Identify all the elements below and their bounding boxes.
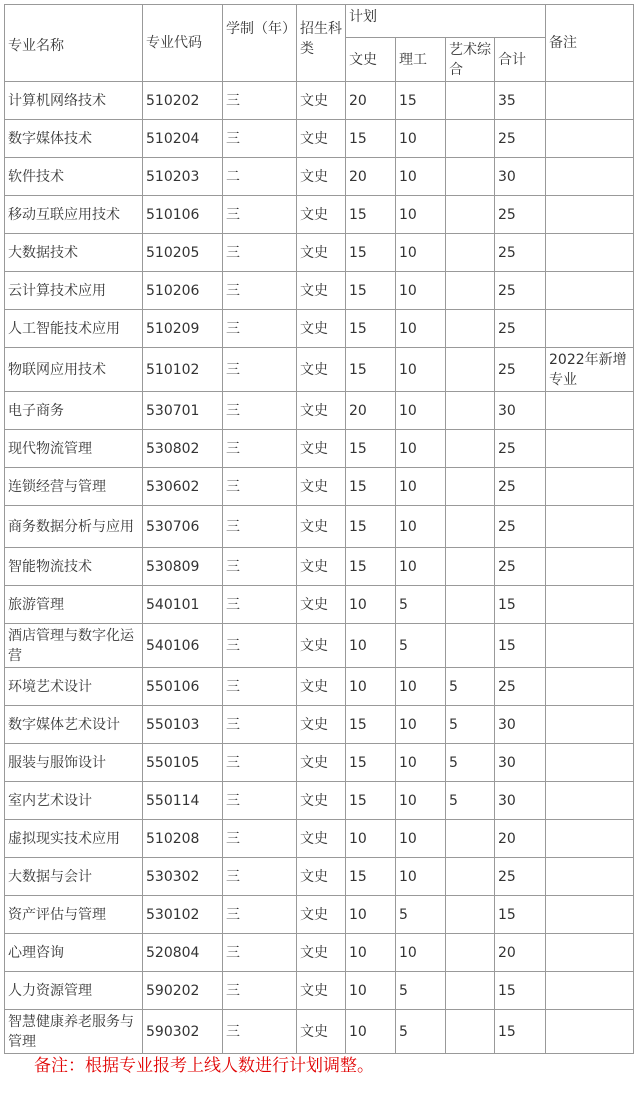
remarks-cell (546, 468, 634, 506)
remarks-cell (546, 668, 634, 706)
total-quota-cell: 25 (495, 858, 546, 896)
art-quota-cell: 5 (446, 668, 495, 706)
science-quota-cell: 10 (396, 934, 446, 972)
remarks-cell: 2022年新增专业 (546, 348, 634, 392)
arts-quota-cell: 15 (346, 706, 396, 744)
remarks-cell (546, 158, 634, 196)
category-cell: 文史 (297, 858, 346, 896)
art-quota-cell (446, 506, 495, 548)
science-quota-cell: 5 (396, 1010, 446, 1054)
major-name-cell: 数字媒体技术 (5, 120, 143, 158)
arts-quota-cell: 10 (346, 586, 396, 624)
major-name-cell: 软件技术 (5, 158, 143, 196)
total-quota-cell: 25 (495, 234, 546, 272)
science-quota-cell: 10 (396, 234, 446, 272)
major-code-cell: 530102 (143, 896, 223, 934)
total-quota-cell: 15 (495, 972, 546, 1010)
major-name-cell: 连锁经营与管理 (5, 468, 143, 506)
category-cell: 文史 (297, 706, 346, 744)
duration-cell: 三 (223, 896, 297, 934)
art-quota-cell (446, 158, 495, 196)
major-code-cell: 530802 (143, 430, 223, 468)
category-cell: 文史 (297, 586, 346, 624)
art-quota-cell (446, 624, 495, 668)
arts-quota-cell: 15 (346, 744, 396, 782)
table-row (5, 120, 634, 158)
remarks-cell (546, 1010, 634, 1054)
duration-cell: 三 (223, 506, 297, 548)
art-quota-cell (446, 1010, 495, 1054)
footnote: 备注：根据专业报考上线人数进行计划调整。 (34, 1056, 374, 1076)
major-name-cell: 现代物流管理 (5, 430, 143, 468)
arts-quota-cell: 10 (346, 934, 396, 972)
science-quota-cell: 10 (396, 348, 446, 392)
arts-quota-cell: 10 (346, 1010, 396, 1054)
arts-quota-cell: 10 (346, 820, 396, 858)
art-quota-cell (446, 348, 495, 392)
total-quota-cell: 25 (495, 348, 546, 392)
duration-cell: 三 (223, 348, 297, 392)
category-cell: 文史 (297, 272, 346, 310)
total-quota-cell: 15 (495, 624, 546, 668)
header-arts: 文史 (346, 38, 396, 82)
total-quota-cell: 30 (495, 706, 546, 744)
arts-quota-cell: 10 (346, 624, 396, 668)
major-code-cell: 510106 (143, 196, 223, 234)
duration-cell: 三 (223, 196, 297, 234)
duration-cell: 三 (223, 392, 297, 430)
art-quota-cell: 5 (446, 706, 495, 744)
remarks-cell (546, 120, 634, 158)
table-row (5, 430, 634, 468)
category-cell: 文史 (297, 430, 346, 468)
major-name-cell: 数字媒体艺术设计 (5, 706, 143, 744)
header-duration: 学制（年） (223, 5, 297, 82)
major-name-cell: 环境艺术设计 (5, 668, 143, 706)
duration-cell: 三 (223, 668, 297, 706)
major-code-cell: 550114 (143, 782, 223, 820)
duration-cell: 三 (223, 820, 297, 858)
remarks-cell (546, 310, 634, 348)
art-quota-cell (446, 820, 495, 858)
major-name-cell: 商务数据分析与应用 (5, 506, 143, 548)
header-category: 招生科类 (297, 5, 346, 82)
arts-quota-cell: 15 (346, 468, 396, 506)
science-quota-cell: 10 (396, 120, 446, 158)
table-row (5, 972, 634, 1010)
table-row (5, 896, 634, 934)
category-cell: 文史 (297, 624, 346, 668)
remarks-cell (546, 858, 634, 896)
category-cell: 文史 (297, 744, 346, 782)
table-row (5, 744, 634, 782)
arts-quota-cell: 15 (346, 272, 396, 310)
table-row (5, 586, 634, 624)
total-quota-cell: 25 (495, 548, 546, 586)
remarks-cell (546, 972, 634, 1010)
category-cell: 文史 (297, 392, 346, 430)
remarks-cell (546, 392, 634, 430)
remarks-cell (546, 934, 634, 972)
remarks-cell (546, 430, 634, 468)
total-quota-cell: 30 (495, 782, 546, 820)
remarks-cell (546, 234, 634, 272)
science-quota-cell: 10 (396, 820, 446, 858)
major-code-cell: 540106 (143, 624, 223, 668)
duration-cell: 三 (223, 548, 297, 586)
science-quota-cell: 5 (396, 896, 446, 934)
major-name-cell: 大数据技术 (5, 234, 143, 272)
art-quota-cell (446, 586, 495, 624)
major-name-cell: 人工智能技术应用 (5, 310, 143, 348)
table-row (5, 506, 634, 548)
art-quota-cell (446, 82, 495, 120)
science-quota-cell: 10 (396, 158, 446, 196)
duration-cell: 三 (223, 82, 297, 120)
table-row (5, 468, 634, 506)
category-cell: 文史 (297, 934, 346, 972)
major-name-cell: 服装与服饰设计 (5, 744, 143, 782)
total-quota-cell: 30 (495, 158, 546, 196)
category-cell: 文史 (297, 158, 346, 196)
table-row (5, 82, 634, 120)
category-cell: 文史 (297, 972, 346, 1010)
category-cell: 文史 (297, 820, 346, 858)
major-name-cell: 计算机网络技术 (5, 82, 143, 120)
science-quota-cell: 10 (396, 272, 446, 310)
major-name-cell: 电子商务 (5, 392, 143, 430)
arts-quota-cell: 15 (346, 310, 396, 348)
art-quota-cell (446, 972, 495, 1010)
major-name-cell: 智慧健康养老服务与管理 (5, 1010, 143, 1054)
total-quota-cell: 25 (495, 272, 546, 310)
table-row (5, 624, 634, 668)
total-quota-cell: 25 (495, 196, 546, 234)
table-row (5, 548, 634, 586)
major-code-cell: 510204 (143, 120, 223, 158)
arts-quota-cell: 15 (346, 196, 396, 234)
arts-quota-cell: 15 (346, 782, 396, 820)
major-code-cell: 590202 (143, 972, 223, 1010)
total-quota-cell: 15 (495, 586, 546, 624)
table-row (5, 392, 634, 430)
arts-quota-cell: 10 (346, 972, 396, 1010)
header-total: 合计 (495, 38, 546, 82)
art-quota-cell (446, 468, 495, 506)
major-name-cell: 旅游管理 (5, 586, 143, 624)
art-quota-cell (446, 430, 495, 468)
table-row (5, 158, 634, 196)
table-row (5, 858, 634, 896)
science-quota-cell: 10 (396, 858, 446, 896)
science-quota-cell: 10 (396, 310, 446, 348)
major-code-cell: 510102 (143, 348, 223, 392)
major-code-cell: 510209 (143, 310, 223, 348)
major-name-cell: 资产评估与管理 (5, 896, 143, 934)
category-cell: 文史 (297, 234, 346, 272)
remarks-cell (546, 744, 634, 782)
total-quota-cell: 30 (495, 392, 546, 430)
table-row (5, 310, 634, 348)
category-cell: 文史 (297, 506, 346, 548)
duration-cell: 三 (223, 624, 297, 668)
duration-cell: 三 (223, 858, 297, 896)
arts-quota-cell: 15 (346, 430, 396, 468)
table-row (5, 234, 634, 272)
science-quota-cell: 10 (396, 782, 446, 820)
category-cell: 文史 (297, 896, 346, 934)
arts-quota-cell: 15 (346, 348, 396, 392)
duration-cell: 三 (223, 744, 297, 782)
total-quota-cell: 35 (495, 82, 546, 120)
science-quota-cell: 10 (396, 392, 446, 430)
art-quota-cell (446, 120, 495, 158)
arts-quota-cell: 15 (346, 506, 396, 548)
art-quota-cell: 5 (446, 744, 495, 782)
science-quota-cell: 10 (396, 744, 446, 782)
total-quota-cell: 25 (495, 430, 546, 468)
major-name-cell: 心理咨询 (5, 934, 143, 972)
category-cell: 文史 (297, 468, 346, 506)
category-cell: 文史 (297, 782, 346, 820)
duration-cell: 三 (223, 586, 297, 624)
art-quota-cell (446, 392, 495, 430)
duration-cell: 三 (223, 310, 297, 348)
arts-quota-cell: 20 (346, 82, 396, 120)
major-name-cell: 大数据与会计 (5, 858, 143, 896)
science-quota-cell: 10 (396, 506, 446, 548)
major-name-cell: 人力资源管理 (5, 972, 143, 1010)
science-quota-cell: 5 (396, 624, 446, 668)
category-cell: 文史 (297, 1010, 346, 1054)
art-quota-cell (446, 196, 495, 234)
arts-quota-cell: 20 (346, 158, 396, 196)
science-quota-cell: 10 (396, 668, 446, 706)
arts-quota-cell: 10 (346, 668, 396, 706)
science-quota-cell: 10 (396, 548, 446, 586)
major-code-cell: 590302 (143, 1010, 223, 1054)
major-code-cell: 540101 (143, 586, 223, 624)
science-quota-cell: 10 (396, 468, 446, 506)
major-name-cell: 云计算技术应用 (5, 272, 143, 310)
remarks-cell (546, 506, 634, 548)
table-row (5, 668, 634, 706)
category-cell: 文史 (297, 348, 346, 392)
major-code-cell: 510206 (143, 272, 223, 310)
remarks-cell (546, 272, 634, 310)
header-name: 专业名称 (5, 5, 143, 82)
major-code-cell: 550103 (143, 706, 223, 744)
enrollment-plan-table (4, 4, 634, 1054)
major-code-cell: 510203 (143, 158, 223, 196)
major-code-cell: 550105 (143, 744, 223, 782)
table-row (5, 934, 634, 972)
table-row (5, 272, 634, 310)
total-quota-cell: 25 (495, 668, 546, 706)
header-art-combined: 艺术综合 (446, 38, 495, 82)
art-quota-cell: 5 (446, 782, 495, 820)
science-quota-cell: 15 (396, 82, 446, 120)
duration-cell: 三 (223, 234, 297, 272)
art-quota-cell (446, 548, 495, 586)
remarks-cell (546, 624, 634, 668)
major-name-cell: 移动互联应用技术 (5, 196, 143, 234)
remarks-cell (546, 196, 634, 234)
art-quota-cell (446, 272, 495, 310)
major-code-cell: 510208 (143, 820, 223, 858)
total-quota-cell: 15 (495, 1010, 546, 1054)
category-cell: 文史 (297, 310, 346, 348)
table-row (5, 348, 634, 392)
duration-cell: 三 (223, 430, 297, 468)
science-quota-cell: 10 (396, 430, 446, 468)
total-quota-cell: 30 (495, 744, 546, 782)
arts-quota-cell: 15 (346, 120, 396, 158)
major-code-cell: 530701 (143, 392, 223, 430)
arts-quota-cell: 15 (346, 234, 396, 272)
total-quota-cell: 25 (495, 506, 546, 548)
category-cell: 文史 (297, 120, 346, 158)
major-code-cell: 510202 (143, 82, 223, 120)
total-quota-cell: 25 (495, 310, 546, 348)
major-code-cell: 530706 (143, 506, 223, 548)
table-row (5, 706, 634, 744)
duration-cell: 三 (223, 934, 297, 972)
category-cell: 文史 (297, 548, 346, 586)
duration-cell: 三 (223, 272, 297, 310)
remarks-cell (546, 820, 634, 858)
category-cell: 文史 (297, 196, 346, 234)
science-quota-cell: 10 (396, 196, 446, 234)
art-quota-cell (446, 234, 495, 272)
major-code-cell: 550106 (143, 668, 223, 706)
major-code-cell: 530809 (143, 548, 223, 586)
major-name-cell: 智能物流技术 (5, 548, 143, 586)
science-quota-cell: 10 (396, 706, 446, 744)
duration-cell: 三 (223, 120, 297, 158)
major-name-cell: 虚拟现实技术应用 (5, 820, 143, 858)
header-plan: 计划 (346, 5, 546, 38)
art-quota-cell (446, 896, 495, 934)
total-quota-cell: 20 (495, 934, 546, 972)
science-quota-cell: 5 (396, 972, 446, 1010)
major-name-cell: 室内艺术设计 (5, 782, 143, 820)
art-quota-cell (446, 310, 495, 348)
duration-cell: 二 (223, 158, 297, 196)
header-code: 专业代码 (143, 5, 223, 82)
art-quota-cell (446, 934, 495, 972)
table-row (5, 196, 634, 234)
major-name-cell: 酒店管理与数字化运营 (5, 624, 143, 668)
table-row (5, 820, 634, 858)
enrollment-plan-table-container (4, 4, 634, 1054)
major-code-cell: 530302 (143, 858, 223, 896)
total-quota-cell: 25 (495, 120, 546, 158)
duration-cell: 三 (223, 706, 297, 744)
category-cell: 文史 (297, 668, 346, 706)
arts-quota-cell: 15 (346, 858, 396, 896)
science-quota-cell: 5 (396, 586, 446, 624)
header-science: 理工 (396, 38, 446, 82)
remarks-cell (546, 896, 634, 934)
remarks-cell (546, 706, 634, 744)
table-row (5, 782, 634, 820)
remarks-cell (546, 586, 634, 624)
art-quota-cell (446, 858, 495, 896)
duration-cell: 三 (223, 782, 297, 820)
header-row-top (5, 5, 634, 38)
major-code-cell: 530602 (143, 468, 223, 506)
major-code-cell: 510205 (143, 234, 223, 272)
header-remarks: 备注 (546, 5, 634, 82)
major-name-cell: 物联网应用技术 (5, 348, 143, 392)
duration-cell: 三 (223, 972, 297, 1010)
arts-quota-cell: 10 (346, 896, 396, 934)
remarks-cell (546, 548, 634, 586)
arts-quota-cell: 20 (346, 392, 396, 430)
total-quota-cell: 15 (495, 896, 546, 934)
major-code-cell: 520804 (143, 934, 223, 972)
total-quota-cell: 20 (495, 820, 546, 858)
total-quota-cell: 25 (495, 468, 546, 506)
remarks-cell (546, 82, 634, 120)
duration-cell: 三 (223, 1010, 297, 1054)
arts-quota-cell: 15 (346, 548, 396, 586)
duration-cell: 三 (223, 468, 297, 506)
remarks-cell (546, 782, 634, 820)
table-row (5, 1010, 634, 1054)
category-cell: 文史 (297, 82, 346, 120)
